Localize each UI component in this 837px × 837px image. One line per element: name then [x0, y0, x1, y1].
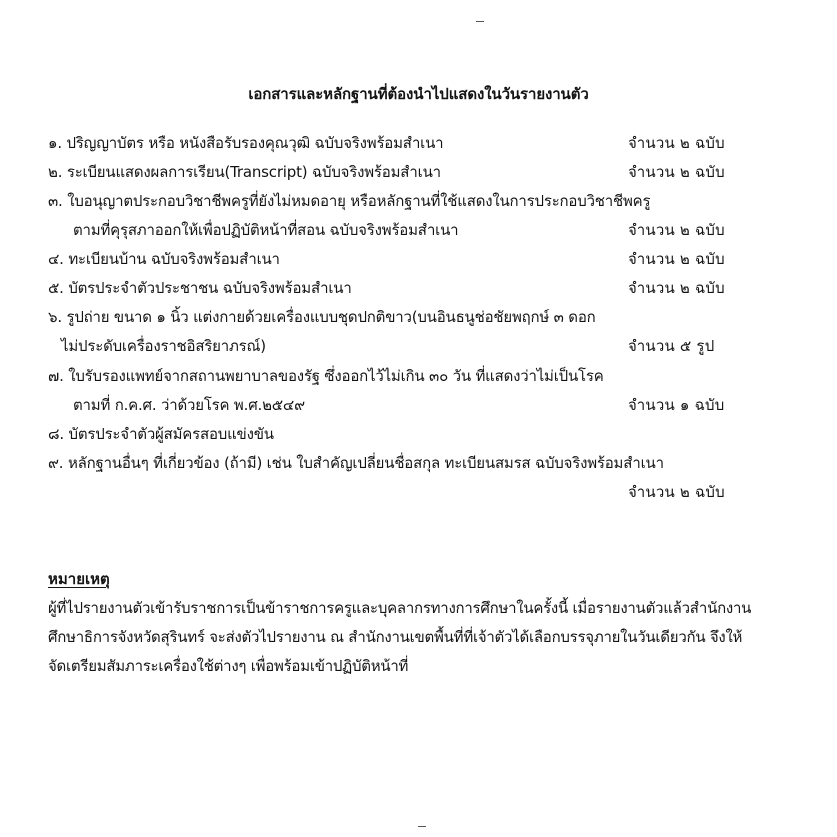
list-item-number: ๖. — [48, 308, 62, 326]
list-item-number: ๘. — [48, 425, 64, 443]
list-item-text: บัตรประจำตัวประชาชน ฉบับจริงพร้อมสำเนา — [68, 279, 352, 297]
list-item-number: ๗. — [48, 367, 64, 385]
list-item-number: ๕. — [48, 279, 64, 297]
list-item-6-quantity: จำนวน ๕ รูป — [628, 337, 715, 355]
list-item-text: หลักฐานอื่นๆ ที่เกี่ยวข้อง (ถ้ามี) เช่น ใบสำคัญเปลี่ยนชื่อสกุล ทะเบียนสมรส ฉบับจริงพร้อมสำเนา — [67, 454, 664, 472]
list-item-number: ๙. — [48, 454, 64, 472]
list-item-text: ปริญญาบัตร หรือ หนังสือรับรองคุณวุฒิ ฉบับจริงพร้อมสำเนา — [66, 134, 444, 152]
list-item-2-line-1 — [48, 162, 441, 182]
list-item-text: ใบรับรองแพทย์จากสถานพยาบาลของรัฐ ซึ่งออกไว้ไม่เกิน ๓๐ วัน ที่แสดงว่าไม่เป็นโรค — [68, 367, 604, 385]
list-item-text: ทะเบียนบ้าน ฉบับจริงพร้อมสำเนา — [68, 250, 280, 268]
remark-line-1: ผู้ที่ไปรายงานตัวเข้ารับราชการเป็นข้าราชการครูและบุคลากรทางการศึกษาในครั้งนี้ เมื่อรายงานตัวแล้วสำนักงาน — [48, 599, 752, 617]
list-item-5-line-1 — [48, 278, 352, 298]
remark-line-3: จัดเตรียมสัมภาระเครื่องใช้ต่างๆ เพื่อพร้อมเข้าปฏิบัติหน้าที่ — [48, 657, 409, 675]
list-item-number: ๓. — [48, 192, 63, 210]
list-item-1-line-1 — [48, 133, 443, 153]
list-item-3-quantity: จำนวน ๒ ฉบับ — [628, 221, 725, 239]
list-item-6-line-1 — [48, 307, 596, 327]
list-item-8-line-1 — [48, 424, 274, 444]
list-item-9-quantity: จำนวน ๒ ฉบับ — [628, 483, 725, 501]
list-item-text: บัตรประจำตัวผู้สมัครสอบแข่งขัน — [68, 425, 274, 443]
list-item-number: ๔. — [48, 250, 64, 268]
list-item-3-line-2: ตามที่คุรุสภาออกให้เพื่อปฏิบัติหน้าที่สอน ฉบับจริงพร้อมสำเนา — [73, 221, 459, 239]
list-item-7-line-2: ตามที่ ก.ค.ศ. ว่าด้วยโรค พ.ศ.๒๕๔๙ — [73, 396, 305, 414]
list-item-2-quantity: จำนวน ๒ ฉบับ — [628, 163, 725, 181]
list-item-number: ๑. — [48, 134, 62, 152]
remark-line-2: ศึกษาธิการจังหวัดสุรินทร์ จะส่งตัวไปรายงาน ณ สำนักงานเขตพื้นที่ที่เจ้าตัวได้เลือกบรรจุภายในวันเดียวกัน จึงให้ — [48, 628, 743, 646]
list-item-9-line-1 — [48, 453, 664, 473]
list-item-7-quantity: จำนวน ๑ ฉบับ — [628, 396, 725, 414]
remark-heading: หมายเหตุ — [48, 570, 110, 588]
list-item-text: รูปถ่าย ขนาด ๑ นิ้ว แต่งกายด้วยเครื่องแบบชุดปกติขาว(บนอินธนูช่อชัยพฤกษ์ ๓ ดอก — [66, 308, 596, 326]
list-item-text: ใบอนุญาตประกอบวิชาชีพครูที่ยังไม่หมดอายุ หรือหลักฐานที่ใช้แสดงในการประกอบวิชาชีพครู — [67, 192, 651, 210]
document-title: เอกสารและหลักฐานที่ต้องนำไปแสดงในวันรายงานตัว — [248, 85, 589, 103]
list-item-6-line-2: ไม่ประดับเครื่องราชอิสริยาภรณ์) — [61, 337, 266, 355]
list-item-3-line-1 — [48, 191, 650, 211]
list-item-number: ๒. — [48, 163, 63, 181]
list-item-7-line-1 — [48, 366, 604, 386]
list-item-text: ระเบียนแสดงผลการเรียน(Transcript) ฉบับจริงพร้อมสำเนา — [66, 163, 441, 181]
scan-mark — [418, 826, 426, 827]
list-item-4-quantity: จำนวน ๒ ฉบับ — [628, 250, 725, 268]
list-item-4-line-1 — [48, 249, 280, 269]
list-item-5-quantity: จำนวน ๒ ฉบับ — [628, 279, 725, 297]
list-item-1-quantity: จำนวน ๒ ฉบับ — [628, 134, 725, 152]
